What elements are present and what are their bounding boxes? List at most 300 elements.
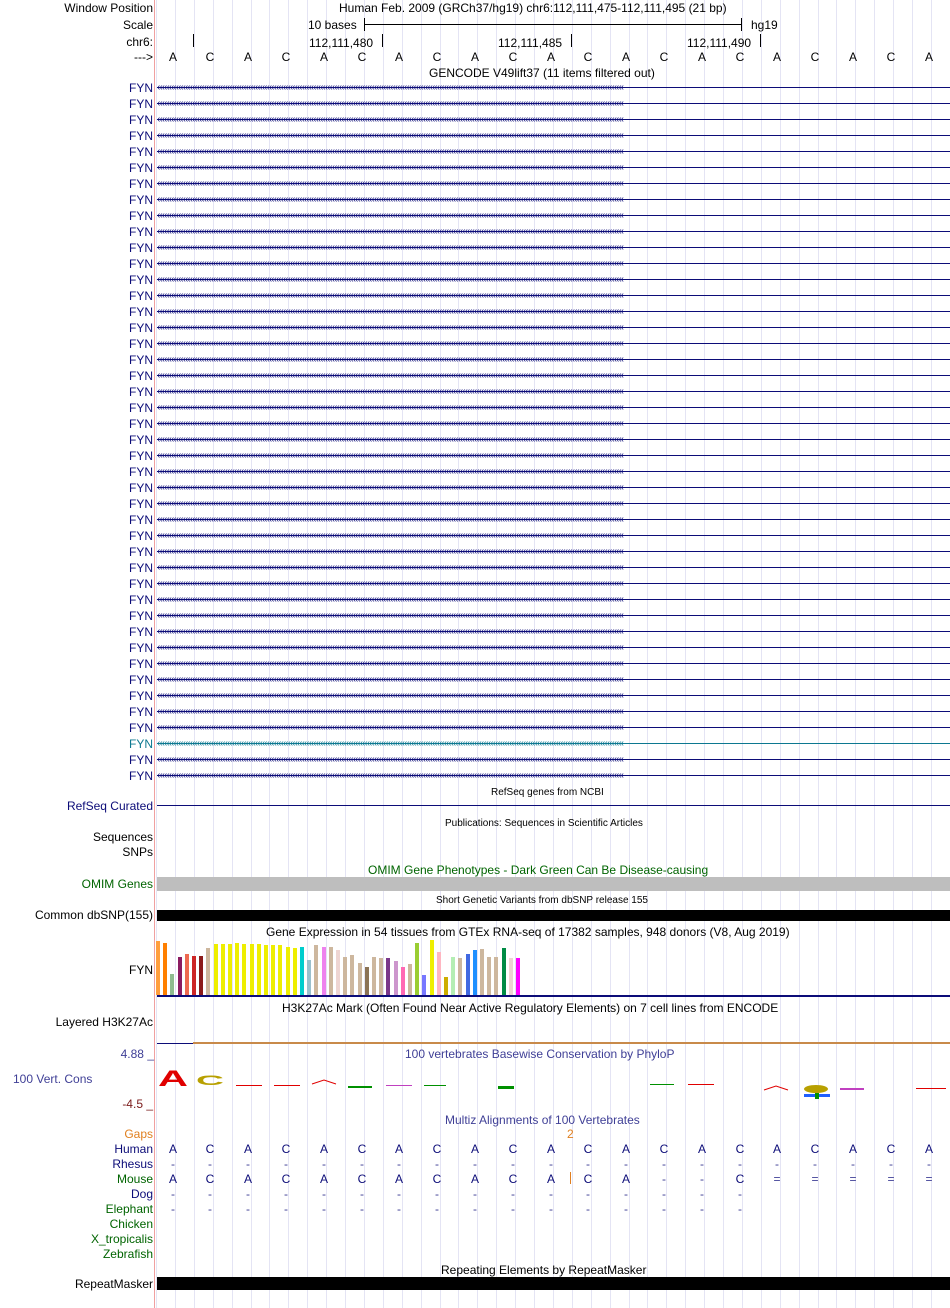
coord-tick-3 bbox=[760, 34, 761, 47]
multiz-base: A bbox=[394, 1172, 403, 1186]
strand-arrows: ‹‹‹‹‹‹‹‹‹‹‹‹‹‹‹‹‹‹‹‹‹‹‹‹‹‹‹‹‹‹‹‹‹‹‹‹‹‹‹‹‹‹‹‹‹‹‹‹‹‹‹‹‹‹‹‹‹‹‹‹‹‹‹‹‹‹‹‹‹‹‹‹‹‹‹‹‹‹‹‹‹‹‹‹‹‹‹‹‹‹‹‹‹‹‹‹‹‹‹‹‹‹‹‹‹‹‹‹‹‹‹‹‹‹‹‹‹‹‹‹‹‹‹‹‹‹‹‹‹‹‹‹‹‹‹‹‹‹‹‹‹‹‹‹‹‹‹‹‹‹‹‹‹‹‹‹‹‹‹‹‹‹‹‹‹‹‹‹‹‹‹‹‹‹‹‹‹‹‹‹‹‹‹‹‹‹‹‹‹‹‹‹‹‹‹‹‹‹‹‹ bbox=[157, 452, 624, 459]
multiz-base: - bbox=[360, 1202, 364, 1216]
multiz-base: - bbox=[246, 1187, 250, 1201]
gencode-transcript-label[interactable]: FYN bbox=[129, 97, 153, 111]
phylop-mark-8 bbox=[650, 1084, 674, 1085]
phylop-logo-a: A bbox=[158, 1066, 189, 1091]
base-letter: C bbox=[281, 50, 291, 64]
gtex-gene-model[interactable] bbox=[157, 995, 950, 997]
gtex-tissue-bar[interactable] bbox=[322, 947, 326, 995]
gtex-tissue-bar[interactable] bbox=[494, 957, 498, 995]
base-letter: C bbox=[810, 50, 820, 64]
gtex-tissue-bar[interactable] bbox=[502, 948, 506, 995]
gencode-transcript-label[interactable]: FYN bbox=[129, 81, 153, 95]
phylop-track-title: 100 vertebrates Basewise Conservation by PhyloP bbox=[405, 1047, 675, 1061]
gencode-transcript-label[interactable]: FYN bbox=[129, 609, 153, 623]
multiz-base: - bbox=[851, 1157, 855, 1171]
gencode-transcript-label[interactable]: FYN bbox=[129, 113, 153, 127]
multiz-base: - bbox=[775, 1157, 779, 1171]
multiz-base: C bbox=[205, 1142, 215, 1156]
phylop-mark-10 bbox=[764, 1086, 788, 1090]
multiz-base: - bbox=[246, 1157, 250, 1171]
multiz-base: - bbox=[360, 1187, 364, 1201]
multiz-base: - bbox=[435, 1202, 439, 1216]
h3k27ac-signal-orange bbox=[193, 1042, 950, 1044]
gtex-tissue-bar[interactable] bbox=[178, 957, 182, 995]
multiz-base: - bbox=[284, 1157, 288, 1171]
gtex-tissue-bar[interactable] bbox=[156, 941, 160, 995]
base-letter: A bbox=[168, 50, 177, 64]
multiz-base: - bbox=[435, 1157, 439, 1171]
multiz-base: - bbox=[586, 1157, 590, 1171]
multiz-base: - bbox=[738, 1157, 742, 1171]
strand-arrows: ‹‹‹‹‹‹‹‹‹‹‹‹‹‹‹‹‹‹‹‹‹‹‹‹‹‹‹‹‹‹‹‹‹‹‹‹‹‹‹‹‹‹‹‹‹‹‹‹‹‹‹‹‹‹‹‹‹‹‹‹‹‹‹‹‹‹‹‹‹‹‹‹‹‹‹‹‹‹‹‹‹‹‹‹‹‹‹‹‹‹‹‹‹‹‹‹‹‹‹‹‹‹‹‹‹‹‹‹‹‹‹‹‹‹‹‹‹‹‹‹‹‹‹‹‹‹‹‹‹‹‹‹‹‹‹‹‹‹‹‹‹‹‹‹‹‹‹‹‹‹‹‹‹‹‹‹‹‹‹‹‹‹‹‹‹‹‹‹‹‹‹‹‹‹‹‹‹‹‹‹‹‹‹‹‹‹‹‹‹‹‹‹‹‹‹‹‹‹‹‹ bbox=[157, 212, 624, 219]
gtex-tissue-bar[interactable] bbox=[343, 957, 347, 995]
gencode-transcript-label[interactable]: FYN bbox=[129, 545, 153, 559]
gencode-transcript-label[interactable]: FYN bbox=[129, 705, 153, 719]
multiz-insert-marker bbox=[570, 1172, 571, 1184]
multiz-base: - bbox=[700, 1187, 704, 1201]
strand-arrows: ‹‹‹‹‹‹‹‹‹‹‹‹‹‹‹‹‹‹‹‹‹‹‹‹‹‹‹‹‹‹‹‹‹‹‹‹‹‹‹‹‹‹‹‹‹‹‹‹‹‹‹‹‹‹‹‹‹‹‹‹‹‹‹‹‹‹‹‹‹‹‹‹‹‹‹‹‹‹‹‹‹‹‹‹‹‹‹‹‹‹‹‹‹‹‹‹‹‹‹‹‹‹‹‹‹‹‹‹‹‹‹‹‹‹‹‹‹‹‹‹‹‹‹‹‹‹‹‹‹‹‹‹‹‹‹‹‹‹‹‹‹‹‹‹‹‹‹‹‹‹‹‹‹‹‹‹‹‹‹‹‹‹‹‹‹‹‹‹‹‹‹‹‹‹‹‹‹‹‹‹‹‹‹‹‹‹‹‹‹‹‹‹‹‹‹‹‹‹‹‹ bbox=[157, 660, 624, 667]
gencode-transcript-label[interactable]: FYN bbox=[129, 593, 153, 607]
publications-sequences-label[interactable]: Sequences bbox=[92, 830, 153, 844]
coord-tick-0 bbox=[193, 34, 194, 47]
gtex-tissue-bar[interactable] bbox=[379, 958, 383, 995]
multiz-base: - bbox=[549, 1202, 553, 1216]
multiz-base: C bbox=[508, 1142, 518, 1156]
gencode-transcript-label[interactable]: FYN bbox=[129, 177, 153, 191]
base-letter: C bbox=[432, 50, 442, 64]
multiz-base: = bbox=[773, 1172, 781, 1186]
base-letter: C bbox=[659, 50, 669, 64]
gtex-tissue-bar[interactable] bbox=[257, 944, 261, 995]
multiz-base: A bbox=[546, 1172, 555, 1186]
strand-arrows: ‹‹‹‹‹‹‹‹‹‹‹‹‹‹‹‹‹‹‹‹‹‹‹‹‹‹‹‹‹‹‹‹‹‹‹‹‹‹‹‹‹‹‹‹‹‹‹‹‹‹‹‹‹‹‹‹‹‹‹‹‹‹‹‹‹‹‹‹‹‹‹‹‹‹‹‹‹‹‹‹‹‹‹‹‹‹‹‹‹‹‹‹‹‹‹‹‹‹‹‹‹‹‹‹‹‹‹‹‹‹‹‹‹‹‹‹‹‹‹‹‹‹‹‹‹‹‹‹‹‹‹‹‹‹‹‹‹‹‹‹‹‹‹‹‹‹‹‹‹‹‹‹‹‹‹‹‹‹‹‹‹‹‹‹‹‹‹‹‹‹‹‹‹‹‹‹‹‹‹‹‹‹‹‹‹‹‹‹‹‹‹‹‹‹‹‹‹‹‹‹ bbox=[157, 724, 624, 731]
gencode-transcript-label[interactable]: FYN bbox=[129, 129, 153, 143]
multiz-base: - bbox=[662, 1172, 666, 1186]
multiz-base: - bbox=[435, 1187, 439, 1201]
coord-label-1: 112,111,480 bbox=[309, 36, 374, 50]
gencode-transcript-label[interactable]: FYN bbox=[129, 673, 153, 687]
multiz-base: A bbox=[394, 1142, 403, 1156]
coord-label-3: 112,111,490 bbox=[687, 36, 752, 50]
multiz-species-label[interactable]: Human bbox=[114, 1142, 153, 1156]
base-letter: A bbox=[394, 50, 403, 64]
gencode-track-title: GENCODE V49lift37 (11 items filtered out) bbox=[429, 66, 655, 80]
gencode-transcript-label[interactable]: FYN bbox=[129, 273, 153, 287]
coord-tick-1 bbox=[382, 34, 383, 47]
multiz-base: - bbox=[813, 1157, 817, 1171]
multiz-base: - bbox=[322, 1187, 326, 1201]
multiz-base: C bbox=[735, 1142, 745, 1156]
scale-bar-right-tick bbox=[741, 18, 742, 31]
gencode-transcript-label[interactable]: FYN bbox=[129, 753, 153, 767]
gencode-transcript-label[interactable]: FYN bbox=[129, 497, 153, 511]
gtex-tissue-bar[interactable] bbox=[350, 955, 354, 995]
multiz-base: - bbox=[549, 1187, 553, 1201]
gtex-tissue-bar[interactable] bbox=[372, 957, 376, 995]
multiz-gaps-label: Gaps bbox=[124, 1127, 153, 1141]
multiz-species-label[interactable]: Zebrafish bbox=[102, 1247, 153, 1261]
strand-arrows: ‹‹‹‹‹‹‹‹‹‹‹‹‹‹‹‹‹‹‹‹‹‹‹‹‹‹‹‹‹‹‹‹‹‹‹‹‹‹‹‹‹‹‹‹‹‹‹‹‹‹‹‹‹‹‹‹‹‹‹‹‹‹‹‹‹‹‹‹‹‹‹‹‹‹‹‹‹‹‹‹‹‹‹‹‹‹‹‹‹‹‹‹‹‹‹‹‹‹‹‹‹‹‹‹‹‹‹‹‹‹‹‹‹‹‹‹‹‹‹‹‹‹‹‹‹‹‹‹‹‹‹‹‹‹‹‹‹‹‹‹‹‹‹‹‹‹‹‹‹‹‹‹‹‹‹‹‹‹‹‹‹‹‹‹‹‹‹‹‹‹‹‹‹‹‹‹‹‹‹‹‹‹‹‹‹‹‹‹‹‹‹‹‹‹‹‹‹‹‹‹ bbox=[157, 404, 624, 411]
repeatmasker-label[interactable]: RepeatMasker bbox=[74, 1277, 153, 1291]
multiz-base: - bbox=[700, 1172, 704, 1186]
gtex-tissue-bar[interactable] bbox=[473, 950, 477, 995]
multiz-base: - bbox=[662, 1187, 666, 1201]
gencode-transcript-label[interactable]: FYN bbox=[129, 689, 153, 703]
strand-arrows: ‹‹‹‹‹‹‹‹‹‹‹‹‹‹‹‹‹‹‹‹‹‹‹‹‹‹‹‹‹‹‹‹‹‹‹‹‹‹‹‹‹‹‹‹‹‹‹‹‹‹‹‹‹‹‹‹‹‹‹‹‹‹‹‹‹‹‹‹‹‹‹‹‹‹‹‹‹‹‹‹‹‹‹‹‹‹‹‹‹‹‹‹‹‹‹‹‹‹‹‹‹‹‹‹‹‹‹‹‹‹‹‹‹‹‹‹‹‹‹‹‹‹‹‹‹‹‹‹‹‹‹‹‹‹‹‹‹‹‹‹‹‹‹‹‹‹‹‹‹‹‹‹‹‹‹‹‹‹‹‹‹‹‹‹‹‹‹‹‹‹‹‹‹‹‹‹‹‹‹‹‹‹‹‹‹‹‹‹‹‹‹‹‹‹‹‹‹‹‹‹ bbox=[157, 580, 624, 587]
strand-arrows: ‹‹‹‹‹‹‹‹‹‹‹‹‹‹‹‹‹‹‹‹‹‹‹‹‹‹‹‹‹‹‹‹‹‹‹‹‹‹‹‹‹‹‹‹‹‹‹‹‹‹‹‹‹‹‹‹‹‹‹‹‹‹‹‹‹‹‹‹‹‹‹‹‹‹‹‹‹‹‹‹‹‹‹‹‹‹‹‹‹‹‹‹‹‹‹‹‹‹‹‹‹‹‹‹‹‹‹‹‹‹‹‹‹‹‹‹‹‹‹‹‹‹‹‹‹‹‹‹‹‹‹‹‹‹‹‹‹‹‹‹‹‹‹‹‹‹‹‹‹‹‹‹‹‹‹‹‹‹‹‹‹‹‹‹‹‹‹‹‹‹‹‹‹‹‹‹‹‹‹‹‹‹‹‹‹‹‹‹‹‹‹‹‹‹‹‹‹‹‹‹ bbox=[157, 308, 624, 315]
multiz-base: C bbox=[886, 1142, 896, 1156]
gtex-tissue-bar[interactable] bbox=[358, 963, 362, 995]
multiz-base: A bbox=[470, 1142, 479, 1156]
gtex-tissue-bar[interactable] bbox=[264, 945, 268, 995]
multiz-base: - bbox=[662, 1157, 666, 1171]
phylop-mark-5 bbox=[386, 1085, 412, 1086]
gencode-transcript-label[interactable]: FYN bbox=[129, 465, 153, 479]
gtex-tissue-bar[interactable] bbox=[415, 943, 419, 995]
strand-arrows: ‹‹‹‹‹‹‹‹‹‹‹‹‹‹‹‹‹‹‹‹‹‹‹‹‹‹‹‹‹‹‹‹‹‹‹‹‹‹‹‹‹‹‹‹‹‹‹‹‹‹‹‹‹‹‹‹‹‹‹‹‹‹‹‹‹‹‹‹‹‹‹‹‹‹‹‹‹‹‹‹‹‹‹‹‹‹‹‹‹‹‹‹‹‹‹‹‹‹‹‹‹‹‹‹‹‹‹‹‹‹‹‹‹‹‹‹‹‹‹‹‹‹‹‹‹‹‹‹‹‹‹‹‹‹‹‹‹‹‹‹‹‹‹‹‹‹‹‹‹‹‹‹‹‹‹‹‹‹‹‹‹‹‹‹‹‹‹‹‹‹‹‹‹‹‹‹‹‹‹‹‹‹‹‹‹‹‹‹‹‹‹‹‹‹‹‹‹‹‹‹ bbox=[157, 356, 624, 363]
multiz-base: - bbox=[624, 1202, 628, 1216]
gencode-transcript-label[interactable]: FYN bbox=[129, 369, 153, 383]
multiz-base: C bbox=[810, 1142, 820, 1156]
multiz-base: A bbox=[924, 1142, 933, 1156]
gtex-tissue-bar[interactable] bbox=[386, 958, 390, 995]
multiz-base: = bbox=[925, 1172, 933, 1186]
strand-arrows: ‹‹‹‹‹‹‹‹‹‹‹‹‹‹‹‹‹‹‹‹‹‹‹‹‹‹‹‹‹‹‹‹‹‹‹‹‹‹‹‹‹‹‹‹‹‹‹‹‹‹‹‹‹‹‹‹‹‹‹‹‹‹‹‹‹‹‹‹‹‹‹‹‹‹‹‹‹‹‹‹‹‹‹‹‹‹‹‹‹‹‹‹‹‹‹‹‹‹‹‹‹‹‹‹‹‹‹‹‹‹‹‹‹‹‹‹‹‹‹‹‹‹‹‹‹‹‹‹‹‹‹‹‹‹‹‹‹‹‹‹‹‹‹‹‹‹‹‹‹‹‹‹‹‹‹‹‹‹‹‹‹‹‹‹‹‹‹‹‹‹‹‹‹‹‹‹‹‹‹‹‹‹‹‹‹‹‹‹‹‹‹‹‹‹‹‹‹‹‹‹ bbox=[157, 388, 624, 395]
gtex-gene-label[interactable]: FYN bbox=[129, 963, 153, 977]
gencode-transcript-label[interactable]: FYN bbox=[129, 337, 153, 351]
gtex-tissue-bar[interactable] bbox=[394, 961, 398, 995]
gtex-tissue-bar[interactable] bbox=[408, 964, 412, 995]
coord-label-2: 112,111,485 bbox=[498, 36, 563, 50]
h3k27ac-track-title: H3K27Ac Mark (Often Found Near Active Regulatory Elements) on 7 cell lines from ENCODE bbox=[282, 1001, 779, 1015]
multiz-base: = bbox=[811, 1172, 819, 1186]
repeatmasker-bar[interactable] bbox=[157, 1277, 950, 1290]
scale-label: Scale bbox=[122, 18, 153, 32]
strand-arrows: ‹‹‹‹‹‹‹‹‹‹‹‹‹‹‹‹‹‹‹‹‹‹‹‹‹‹‹‹‹‹‹‹‹‹‹‹‹‹‹‹‹‹‹‹‹‹‹‹‹‹‹‹‹‹‹‹‹‹‹‹‹‹‹‹‹‹‹‹‹‹‹‹‹‹‹‹‹‹‹‹‹‹‹‹‹‹‹‹‹‹‹‹‹‹‹‹‹‹‹‹‹‹‹‹‹‹‹‹‹‹‹‹‹‹‹‹‹‹‹‹‹‹‹‹‹‹‹‹‹‹‹‹‹‹‹‹‹‹‹‹‹‹‹‹‹‹‹‹‹‹‹‹‹‹‹‹‹‹‹‹‹‹‹‹‹‹‹‹‹‹‹‹‹‹‹‹‹‹‹‹‹‹‹‹‹‹‹‹‹‹‹‹‹‹‹‹‹‹‹‹ bbox=[157, 100, 624, 107]
phylop-mark-11 bbox=[804, 1085, 828, 1093]
multiz-base: - bbox=[322, 1202, 326, 1216]
strand-arrows: ‹‹‹‹‹‹‹‹‹‹‹‹‹‹‹‹‹‹‹‹‹‹‹‹‹‹‹‹‹‹‹‹‹‹‹‹‹‹‹‹‹‹‹‹‹‹‹‹‹‹‹‹‹‹‹‹‹‹‹‹‹‹‹‹‹‹‹‹‹‹‹‹‹‹‹‹‹‹‹‹‹‹‹‹‹‹‹‹‹‹‹‹‹‹‹‹‹‹‹‹‹‹‹‹‹‹‹‹‹‹‹‹‹‹‹‹‹‹‹‹‹‹‹‹‹‹‹‹‹‹‹‹‹‹‹‹‹‹‹‹‹‹‹‹‹‹‹‹‹‹‹‹‹‹‹‹‹‹‹‹‹‹‹‹‹‹‹‹‹‹‹‹‹‹‹‹‹‹‹‹‹‹‹‹‹‹‹‹‹‹‹‹‹‹‹‹‹‹‹‹ bbox=[157, 420, 624, 427]
dbsnp-track-title: Short Genetic Variants from dbSNP release 155 bbox=[436, 895, 648, 906]
gtex-tissue-bar[interactable] bbox=[228, 944, 232, 995]
strand-arrows: ‹‹‹‹‹‹‹‹‹‹‹‹‹‹‹‹‹‹‹‹‹‹‹‹‹‹‹‹‹‹‹‹‹‹‹‹‹‹‹‹‹‹‹‹‹‹‹‹‹‹‹‹‹‹‹‹‹‹‹‹‹‹‹‹‹‹‹‹‹‹‹‹‹‹‹‹‹‹‹‹‹‹‹‹‹‹‹‹‹‹‹‹‹‹‹‹‹‹‹‹‹‹‹‹‹‹‹‹‹‹‹‹‹‹‹‹‹‹‹‹‹‹‹‹‹‹‹‹‹‹‹‹‹‹‹‹‹‹‹‹‹‹‹‹‹‹‹‹‹‹‹‹‹‹‹‹‹‹‹‹‹‹‹‹‹‹‹‹‹‹‹‹‹‹‹‹‹‹‹‹‹‹‹‹‹‹‹‹‹‹‹‹‹‹‹‹‹‹‹‹ bbox=[157, 436, 624, 443]
multiz-base: - bbox=[473, 1157, 477, 1171]
gencode-transcript-label[interactable]: FYN bbox=[129, 721, 153, 735]
gtex-tissue-bar[interactable] bbox=[293, 948, 297, 995]
scale-bar[interactable] bbox=[364, 24, 742, 25]
gtex-tissue-bar[interactable] bbox=[214, 944, 218, 995]
gencode-transcript-label[interactable]: FYN bbox=[129, 353, 153, 367]
strand-arrows: ‹‹‹‹‹‹‹‹‹‹‹‹‹‹‹‹‹‹‹‹‹‹‹‹‹‹‹‹‹‹‹‹‹‹‹‹‹‹‹‹‹‹‹‹‹‹‹‹‹‹‹‹‹‹‹‹‹‹‹‹‹‹‹‹‹‹‹‹‹‹‹‹‹‹‹‹‹‹‹‹‹‹‹‹‹‹‹‹‹‹‹‹‹‹‹‹‹‹‹‹‹‹‹‹‹‹‹‹‹‹‹‹‹‹‹‹‹‹‹‹‹‹‹‹‹‹‹‹‹‹‹‹‹‹‹‹‹‹‹‹‹‹‹‹‹‹‹‹‹‹‹‹‹‹‹‹‹‹‹‹‹‹‹‹‹‹‹‹‹‹‹‹‹‹‹‹‹‹‹‹‹‹‹‹‹‹‹‹‹‹‹‹‹‹‹‹‹‹‹‹ bbox=[157, 116, 624, 123]
base-letter: C bbox=[508, 50, 518, 64]
multiz-species-label[interactable]: X_tropicalis bbox=[90, 1232, 153, 1246]
strand-arrows: ‹‹‹‹‹‹‹‹‹‹‹‹‹‹‹‹‹‹‹‹‹‹‹‹‹‹‹‹‹‹‹‹‹‹‹‹‹‹‹‹‹‹‹‹‹‹‹‹‹‹‹‹‹‹‹‹‹‹‹‹‹‹‹‹‹‹‹‹‹‹‹‹‹‹‹‹‹‹‹‹‹‹‹‹‹‹‹‹‹‹‹‹‹‹‹‹‹‹‹‹‹‹‹‹‹‹‹‹‹‹‹‹‹‹‹‹‹‹‹‹‹‹‹‹‹‹‹‹‹‹‹‹‹‹‹‹‹‹‹‹‹‹‹‹‹‹‹‹‹‹‹‹‹‹‹‹‹‹‹‹‹‹‹‹‹‹‹‹‹‹‹‹‹‹‹‹‹‹‹‹‹‹‹‹‹‹‹‹‹‹‹‹‹‹‹‹‹‹‹‹ bbox=[157, 292, 624, 299]
multiz-base: A bbox=[168, 1142, 177, 1156]
multiz-base: - bbox=[889, 1157, 893, 1171]
multiz-base: - bbox=[473, 1187, 477, 1201]
multiz-species-label[interactable]: Dog bbox=[130, 1187, 153, 1201]
gtex-tissue-bar[interactable] bbox=[466, 954, 470, 995]
base-letter: C bbox=[735, 50, 745, 64]
multiz-base: - bbox=[171, 1202, 175, 1216]
multiz-base: A bbox=[319, 1142, 328, 1156]
gtex-tissue-bar[interactable] bbox=[437, 952, 441, 995]
multiz-base: C bbox=[432, 1172, 442, 1186]
base-letter: C bbox=[583, 50, 593, 64]
omim-track-title: OMIM Gene Phenotypes - Dark Green Can Be Disease-causing bbox=[368, 863, 709, 877]
base-letter: C bbox=[205, 50, 215, 64]
multiz-base: - bbox=[397, 1157, 401, 1171]
multiz-base: - bbox=[397, 1202, 401, 1216]
publications-track-title: Publications: Sequences in Scientific Articles bbox=[445, 818, 643, 829]
assembly-position-text: Human Feb. 2009 (GRCh37/hg19) chr6:112,111,475-112,111,495 (21 bp) bbox=[339, 1, 727, 15]
chr-label: chr6: bbox=[126, 35, 153, 49]
multiz-base: C bbox=[583, 1172, 593, 1186]
strand-arrows: ‹‹‹‹‹‹‹‹‹‹‹‹‹‹‹‹‹‹‹‹‹‹‹‹‹‹‹‹‹‹‹‹‹‹‹‹‹‹‹‹‹‹‹‹‹‹‹‹‹‹‹‹‹‹‹‹‹‹‹‹‹‹‹‹‹‹‹‹‹‹‹‹‹‹‹‹‹‹‹‹‹‹‹‹‹‹‹‹‹‹‹‹‹‹‹‹‹‹‹‹‹‹‹‹‹‹‹‹‹‹‹‹‹‹‹‹‹‹‹‹‹‹‹‹‹‹‹‹‹‹‹‹‹‹‹‹‹‹‹‹‹‹‹‹‹‹‹‹‹‹‹‹‹‹‹‹‹‹‹‹‹‹‹‹‹‹‹‹‹‹‹‹‹‹‹‹‹‹‹‹‹‹‹‹‹‹‹‹‹‹‹‹‹‹‹‹‹‹‹‹ bbox=[157, 132, 624, 139]
multiz-base: C bbox=[659, 1142, 669, 1156]
db-text: hg19 bbox=[751, 18, 778, 32]
gencode-transcript-label[interactable]: FYN bbox=[129, 449, 153, 463]
gtex-tissue-bar[interactable] bbox=[329, 947, 333, 995]
strand-arrows: ‹‹‹‹‹‹‹‹‹‹‹‹‹‹‹‹‹‹‹‹‹‹‹‹‹‹‹‹‹‹‹‹‹‹‹‹‹‹‹‹‹‹‹‹‹‹‹‹‹‹‹‹‹‹‹‹‹‹‹‹‹‹‹‹‹‹‹‹‹‹‹‹‹‹‹‹‹‹‹‹‹‹‹‹‹‹‹‹‹‹‹‹‹‹‹‹‹‹‹‹‹‹‹‹‹‹‹‹‹‹‹‹‹‹‹‹‹‹‹‹‹‹‹‹‹‹‹‹‹‹‹‹‹‹‹‹‹‹‹‹‹‹‹‹‹‹‹‹‹‹‹‹‹‹‹‹‹‹‹‹‹‹‹‹‹‹‹‹‹‹‹‹‹‹‹‹‹‹‹‹‹‹‹‹‹‹‹‹‹‹‹‹‹‹‹‹‹‹‹‹ bbox=[157, 500, 624, 507]
omim-gene-bar[interactable] bbox=[157, 877, 950, 891]
multiz-base: - bbox=[322, 1157, 326, 1171]
strand-arrows: ‹‹‹‹‹‹‹‹‹‹‹‹‹‹‹‹‹‹‹‹‹‹‹‹‹‹‹‹‹‹‹‹‹‹‹‹‹‹‹‹‹‹‹‹‹‹‹‹‹‹‹‹‹‹‹‹‹‹‹‹‹‹‹‹‹‹‹‹‹‹‹‹‹‹‹‹‹‹‹‹‹‹‹‹‹‹‹‹‹‹‹‹‹‹‹‹‹‹‹‹‹‹‹‹‹‹‹‹‹‹‹‹‹‹‹‹‹‹‹‹‹‹‹‹‹‹‹‹‹‹‹‹‹‹‹‹‹‹‹‹‹‹‹‹‹‹‹‹‹‹‹‹‹‹‹‹‹‹‹‹‹‹‹‹‹‹‹‹‹‹‹‹‹‹‹‹‹‹‹‹‹‹‹‹‹‹‹‹‹‹‹‹‹‹‹‹‹‹‹‹ bbox=[157, 228, 624, 235]
gtex-tissue-bar[interactable] bbox=[278, 945, 282, 995]
dbsnp-bar[interactable] bbox=[157, 910, 950, 921]
gtex-tissue-bar[interactable] bbox=[271, 945, 275, 995]
multiz-gap-marker: 2 bbox=[567, 1127, 574, 1141]
gtex-tissue-bar[interactable] bbox=[235, 943, 239, 995]
gtex-tissue-bar[interactable] bbox=[444, 977, 448, 995]
h3k27ac-label[interactable]: Layered H3K27Ac bbox=[55, 1015, 153, 1029]
gtex-tissue-bar[interactable] bbox=[509, 958, 513, 995]
multiz-base: C bbox=[735, 1172, 745, 1186]
refseq-gene-line[interactable] bbox=[157, 805, 950, 806]
gtex-tissue-bar[interactable] bbox=[307, 960, 311, 995]
gencode-transcript-label[interactable]: FYN bbox=[129, 289, 153, 303]
multiz-base: - bbox=[927, 1157, 931, 1171]
gtex-tissue-bar[interactable] bbox=[250, 944, 254, 995]
multiz-base: - bbox=[586, 1202, 590, 1216]
strand-arrows: ‹‹‹‹‹‹‹‹‹‹‹‹‹‹‹‹‹‹‹‹‹‹‹‹‹‹‹‹‹‹‹‹‹‹‹‹‹‹‹‹‹‹‹‹‹‹‹‹‹‹‹‹‹‹‹‹‹‹‹‹‹‹‹‹‹‹‹‹‹‹‹‹‹‹‹‹‹‹‹‹‹‹‹‹‹‹‹‹‹‹‹‹‹‹‹‹‹‹‹‹‹‹‹‹‹‹‹‹‹‹‹‹‹‹‹‹‹‹‹‹‹‹‹‹‹‹‹‹‹‹‹‹‹‹‹‹‹‹‹‹‹‹‹‹‹‹‹‹‹‹‹‹‹‹‹‹‹‹‹‹‹‹‹‹‹‹‹‹‹‹‹‹‹‹‹‹‹‹‹‹‹‹‹‹‹‹‹‹‹‹‹‹‹‹‹‹‹‹‹‹ bbox=[157, 516, 624, 523]
gencode-transcript-label[interactable]: FYN bbox=[129, 737, 153, 751]
multiz-species-label[interactable]: Elephant bbox=[105, 1202, 153, 1216]
base-letter: C bbox=[886, 50, 896, 64]
base-letter: A bbox=[772, 50, 781, 64]
multiz-base: - bbox=[511, 1202, 515, 1216]
gtex-tissue-bar[interactable] bbox=[185, 954, 189, 995]
phylop-mark-6 bbox=[424, 1085, 446, 1086]
multiz-base: A bbox=[621, 1172, 630, 1186]
gtex-tissue-bar[interactable] bbox=[206, 948, 210, 995]
base-letter: A bbox=[621, 50, 630, 64]
phylop-logo[interactable] bbox=[156, 1066, 950, 1102]
multiz-species-label[interactable]: Chicken bbox=[109, 1217, 153, 1231]
multiz-base: - bbox=[511, 1157, 515, 1171]
gtex-tissue-bar[interactable] bbox=[242, 944, 246, 995]
gencode-transcript-label[interactable]: FYN bbox=[129, 657, 153, 671]
dbsnp-label[interactable]: Common dbSNP(155) bbox=[34, 908, 153, 922]
gtex-tissue-bar[interactable] bbox=[336, 950, 340, 995]
phylop-mark-1 bbox=[236, 1085, 262, 1086]
gtex-tissue-bar[interactable] bbox=[199, 956, 203, 995]
phylop-mark-14 bbox=[840, 1088, 864, 1090]
gencode-transcript-label[interactable]: FYN bbox=[129, 577, 153, 591]
gtex-tissue-bar[interactable] bbox=[365, 967, 369, 995]
strand-arrows: ‹‹‹‹‹‹‹‹‹‹‹‹‹‹‹‹‹‹‹‹‹‹‹‹‹‹‹‹‹‹‹‹‹‹‹‹‹‹‹‹‹‹‹‹‹‹‹‹‹‹‹‹‹‹‹‹‹‹‹‹‹‹‹‹‹‹‹‹‹‹‹‹‹‹‹‹‹‹‹‹‹‹‹‹‹‹‹‹‹‹‹‹‹‹‹‹‹‹‹‹‹‹‹‹‹‹‹‹‹‹‹‹‹‹‹‹‹‹‹‹‹‹‹‹‹‹‹‹‹‹‹‹‹‹‹‹‹‹‹‹‹‹‹‹‹‹‹‹‹‹‹‹‹‹‹‹‹‹‹‹‹‹‹‹‹‹‹‹‹‹‹‹‹‹‹‹‹‹‹‹‹‹‹‹‹‹‹‹‹‹‹‹‹‹‹‹‹‹‹‹ bbox=[157, 628, 624, 635]
strand-arrows: ‹‹‹‹‹‹‹‹‹‹‹‹‹‹‹‹‹‹‹‹‹‹‹‹‹‹‹‹‹‹‹‹‹‹‹‹‹‹‹‹‹‹‹‹‹‹‹‹‹‹‹‹‹‹‹‹‹‹‹‹‹‹‹‹‹‹‹‹‹‹‹‹‹‹‹‹‹‹‹‹‹‹‹‹‹‹‹‹‹‹‹‹‹‹‹‹‹‹‹‹‹‹‹‹‹‹‹‹‹‹‹‹‹‹‹‹‹‹‹‹‹‹‹‹‹‹‹‹‹‹‹‹‹‹‹‹‹‹‹‹‹‹‹‹‹‹‹‹‹‹‹‹‹‹‹‹‹‹‹‹‹‹‹‹‹‹‹‹‹‹‹‹‹‹‹‹‹‹‹‹‹‹‹‹‹‹‹‹‹‹‹‹‹‹‹‹‹‹‹‹ bbox=[157, 260, 624, 267]
strand-arrows: ‹‹‹‹‹‹‹‹‹‹‹‹‹‹‹‹‹‹‹‹‹‹‹‹‹‹‹‹‹‹‹‹‹‹‹‹‹‹‹‹‹‹‹‹‹‹‹‹‹‹‹‹‹‹‹‹‹‹‹‹‹‹‹‹‹‹‹‹‹‹‹‹‹‹‹‹‹‹‹‹‹‹‹‹‹‹‹‹‹‹‹‹‹‹‹‹‹‹‹‹‹‹‹‹‹‹‹‹‹‹‹‹‹‹‹‹‹‹‹‹‹‹‹‹‹‹‹‹‹‹‹‹‹‹‹‹‹‹‹‹‹‹‹‹‹‹‹‹‹‹‹‹‹‹‹‹‹‹‹‹‹‹‹‹‹‹‹‹‹‹‹‹‹‹‹‹‹‹‹‹‹‹‹‹‹‹‹‹‹‹‹‹‹‹‹‹‹‹‹‹ bbox=[157, 612, 624, 619]
strand-arrows: ‹‹‹‹‹‹‹‹‹‹‹‹‹‹‹‹‹‹‹‹‹‹‹‹‹‹‹‹‹‹‹‹‹‹‹‹‹‹‹‹‹‹‹‹‹‹‹‹‹‹‹‹‹‹‹‹‹‹‹‹‹‹‹‹‹‹‹‹‹‹‹‹‹‹‹‹‹‹‹‹‹‹‹‹‹‹‹‹‹‹‹‹‹‹‹‹‹‹‹‹‹‹‹‹‹‹‹‹‹‹‹‹‹‹‹‹‹‹‹‹‹‹‹‹‹‹‹‹‹‹‹‹‹‹‹‹‹‹‹‹‹‹‹‹‹‹‹‹‹‹‹‹‹‹‹‹‹‹‹‹‹‹‹‹‹‹‹‹‹‹‹‹‹‹‹‹‹‹‹‹‹‹‹‹‹‹‹‹‹‹‹‹‹‹‹‹‹‹‹‹ bbox=[157, 596, 624, 603]
strand-arrows: ‹‹‹‹‹‹‹‹‹‹‹‹‹‹‹‹‹‹‹‹‹‹‹‹‹‹‹‹‹‹‹‹‹‹‹‹‹‹‹‹‹‹‹‹‹‹‹‹‹‹‹‹‹‹‹‹‹‹‹‹‹‹‹‹‹‹‹‹‹‹‹‹‹‹‹‹‹‹‹‹‹‹‹‹‹‹‹‹‹‹‹‹‹‹‹‹‹‹‹‹‹‹‹‹‹‹‹‹‹‹‹‹‹‹‹‹‹‹‹‹‹‹‹‹‹‹‹‹‹‹‹‹‹‹‹‹‹‹‹‹‹‹‹‹‹‹‹‹‹‹‹‹‹‹‹‹‹‹‹‹‹‹‹‹‹‹‹‹‹‹‹‹‹‹‹‹‹‹‹‹‹‹‹‹‹‹‹‹‹‹‹‹‹‹‹‹‹‹‹‹ bbox=[157, 196, 624, 203]
gencode-transcript-label[interactable]: FYN bbox=[129, 561, 153, 575]
base-letter: A bbox=[848, 50, 857, 64]
gtex-tissue-bar[interactable] bbox=[422, 975, 426, 995]
phylop-min-label: -4.5 _ bbox=[122, 1097, 153, 1111]
multiz-base: - bbox=[738, 1187, 742, 1201]
gencode-transcript-label[interactable]: FYN bbox=[129, 417, 153, 431]
gtex-tissue-bar[interactable] bbox=[300, 947, 304, 995]
strand-arrows: ‹‹‹‹‹‹‹‹‹‹‹‹‹‹‹‹‹‹‹‹‹‹‹‹‹‹‹‹‹‹‹‹‹‹‹‹‹‹‹‹‹‹‹‹‹‹‹‹‹‹‹‹‹‹‹‹‹‹‹‹‹‹‹‹‹‹‹‹‹‹‹‹‹‹‹‹‹‹‹‹‹‹‹‹‹‹‹‹‹‹‹‹‹‹‹‹‹‹‹‹‹‹‹‹‹‹‹‹‹‹‹‹‹‹‹‹‹‹‹‹‹‹‹‹‹‹‹‹‹‹‹‹‹‹‹‹‹‹‹‹‹‹‹‹‹‹‹‹‹‹‹‹‹‹‹‹‹‹‹‹‹‹‹‹‹‹‹‹‹‹‹‹‹‹‹‹‹‹‹‹‹‹‹‹‹‹‹‹‹‹‹‹‹‹‹‹‹‹‹‹ bbox=[157, 644, 624, 651]
gencode-transcript-label[interactable]: FYN bbox=[129, 145, 153, 159]
multiz-base: = bbox=[887, 1172, 895, 1186]
multiz-base: - bbox=[511, 1187, 515, 1201]
multiz-base: - bbox=[549, 1157, 553, 1171]
multiz-base: C bbox=[357, 1142, 367, 1156]
gtex-tissue-bar[interactable] bbox=[430, 940, 434, 995]
multiz-base: A bbox=[470, 1172, 479, 1186]
multiz-base: = bbox=[849, 1172, 857, 1186]
coord-tick-2 bbox=[571, 34, 572, 47]
base-letter: A bbox=[546, 50, 555, 64]
gencode-transcript-label[interactable]: FYN bbox=[129, 257, 153, 271]
h3k27ac-signal-blue bbox=[157, 1043, 193, 1044]
phylop-mark-13 bbox=[815, 1093, 819, 1099]
gencode-transcript-label[interactable]: FYN bbox=[129, 481, 153, 495]
gtex-tissue-bar[interactable] bbox=[314, 945, 318, 995]
gencode-transcript-label[interactable]: FYN bbox=[129, 161, 153, 175]
gencode-transcript-label[interactable]: FYN bbox=[129, 625, 153, 639]
multiz-base: A bbox=[848, 1142, 857, 1156]
phylop-max-label: 4.88 _ bbox=[120, 1047, 154, 1061]
publications-snps-label[interactable]: SNPs bbox=[122, 845, 153, 859]
multiz-base: C bbox=[357, 1172, 367, 1186]
multiz-base: C bbox=[583, 1142, 593, 1156]
strand-label: ---> bbox=[134, 50, 153, 64]
multiz-base: - bbox=[246, 1202, 250, 1216]
multiz-base: - bbox=[397, 1187, 401, 1201]
gtex-tissue-bar[interactable] bbox=[480, 949, 484, 995]
gencode-transcript-label[interactable]: FYN bbox=[129, 225, 153, 239]
phylop-logo-c: C bbox=[196, 1072, 224, 1088]
multiz-species-label[interactable]: Rhesus bbox=[112, 1157, 153, 1171]
gtex-tissue-bar[interactable] bbox=[163, 943, 167, 995]
gencode-transcript-label[interactable]: FYN bbox=[129, 385, 153, 399]
phylop-mark-9 bbox=[688, 1084, 714, 1085]
gencode-transcript-label[interactable]: FYN bbox=[129, 401, 153, 415]
multiz-base: C bbox=[281, 1142, 291, 1156]
strand-arrows: ‹‹‹‹‹‹‹‹‹‹‹‹‹‹‹‹‹‹‹‹‹‹‹‹‹‹‹‹‹‹‹‹‹‹‹‹‹‹‹‹‹‹‹‹‹‹‹‹‹‹‹‹‹‹‹‹‹‹‹‹‹‹‹‹‹‹‹‹‹‹‹‹‹‹‹‹‹‹‹‹‹‹‹‹‹‹‹‹‹‹‹‹‹‹‹‹‹‹‹‹‹‹‹‹‹‹‹‹‹‹‹‹‹‹‹‹‹‹‹‹‹‹‹‹‹‹‹‹‹‹‹‹‹‹‹‹‹‹‹‹‹‹‹‹‹‹‹‹‹‹‹‹‹‹‹‹‹‹‹‹‹‹‹‹‹‹‹‹‹‹‹‹‹‹‹‹‹‹‹‹‹‹‹‹‹‹‹‹‹‹‹‹‹‹‹‹‹‹‹‹ bbox=[157, 676, 624, 683]
multiz-base: - bbox=[700, 1202, 704, 1216]
multiz-base: A bbox=[243, 1142, 252, 1156]
multiz-base: - bbox=[624, 1187, 628, 1201]
phylop-mark-7 bbox=[498, 1086, 514, 1089]
gencode-transcript-label[interactable]: FYN bbox=[129, 241, 153, 255]
multiz-base: - bbox=[171, 1157, 175, 1171]
window-position-label: Window Position bbox=[64, 1, 153, 15]
multiz-base: A bbox=[772, 1142, 781, 1156]
phylop-mark-3 bbox=[312, 1080, 336, 1084]
gtex-tissue-bar[interactable] bbox=[192, 956, 196, 995]
gencode-transcript-label[interactable]: FYN bbox=[129, 209, 153, 223]
phylop-label[interactable]: 100 Vert. Cons bbox=[13, 1072, 93, 1086]
gencode-transcript-label[interactable]: FYN bbox=[129, 321, 153, 335]
multiz-base: A bbox=[546, 1142, 555, 1156]
base-letter: A bbox=[470, 50, 479, 64]
gencode-transcript-label[interactable]: FYN bbox=[129, 193, 153, 207]
gencode-transcript-label[interactable]: FYN bbox=[129, 529, 153, 543]
strand-arrows: ‹‹‹‹‹‹‹‹‹‹‹‹‹‹‹‹‹‹‹‹‹‹‹‹‹‹‹‹‹‹‹‹‹‹‹‹‹‹‹‹‹‹‹‹‹‹‹‹‹‹‹‹‹‹‹‹‹‹‹‹‹‹‹‹‹‹‹‹‹‹‹‹‹‹‹‹‹‹‹‹‹‹‹‹‹‹‹‹‹‹‹‹‹‹‹‹‹‹‹‹‹‹‹‹‹‹‹‹‹‹‹‹‹‹‹‹‹‹‹‹‹‹‹‹‹‹‹‹‹‹‹‹‹‹‹‹‹‹‹‹‹‹‹‹‹‹‹‹‹‹‹‹‹‹‹‹‹‹‹‹‹‹‹‹‹‹‹‹‹‹‹‹‹‹‹‹‹‹‹‹‹‹‹‹‹‹‹‹‹‹‹‹‹‹‹‹‹‹‹‹ bbox=[157, 468, 624, 475]
base-letter: A bbox=[924, 50, 933, 64]
strand-arrows: ‹‹‹‹‹‹‹‹‹‹‹‹‹‹‹‹‹‹‹‹‹‹‹‹‹‹‹‹‹‹‹‹‹‹‹‹‹‹‹‹‹‹‹‹‹‹‹‹‹‹‹‹‹‹‹‹‹‹‹‹‹‹‹‹‹‹‹‹‹‹‹‹‹‹‹‹‹‹‹‹‹‹‹‹‹‹‹‹‹‹‹‹‹‹‹‹‹‹‹‹‹‹‹‹‹‹‹‹‹‹‹‹‹‹‹‹‹‹‹‹‹‹‹‹‹‹‹‹‹‹‹‹‹‹‹‹‹‹‹‹‹‹‹‹‹‹‹‹‹‹‹‹‹‹‹‹‹‹‹‹‹‹‹‹‹‹‹‹‹‹‹‹‹‹‹‹‹‹‹‹‹‹‹‹‹‹‹‹‹‹‹‹‹‹‹‹‹‹‹‹ bbox=[157, 484, 624, 491]
gencode-transcript-label[interactable]: FYN bbox=[129, 769, 153, 783]
strand-arrows: ‹‹‹‹‹‹‹‹‹‹‹‹‹‹‹‹‹‹‹‹‹‹‹‹‹‹‹‹‹‹‹‹‹‹‹‹‹‹‹‹‹‹‹‹‹‹‹‹‹‹‹‹‹‹‹‹‹‹‹‹‹‹‹‹‹‹‹‹‹‹‹‹‹‹‹‹‹‹‹‹‹‹‹‹‹‹‹‹‹‹‹‹‹‹‹‹‹‹‹‹‹‹‹‹‹‹‹‹‹‹‹‹‹‹‹‹‹‹‹‹‹‹‹‹‹‹‹‹‹‹‹‹‹‹‹‹‹‹‹‹‹‹‹‹‹‹‹‹‹‹‹‹‹‹‹‹‹‹‹‹‹‹‹‹‹‹‹‹‹‹‹‹‹‹‹‹‹‹‹‹‹‹‹‹‹‹‹‹‹‹‹‹‹‹‹‹‹‹‹‹ bbox=[157, 756, 624, 763]
gencode-transcript-label[interactable]: FYN bbox=[129, 305, 153, 319]
gtex-tissue-bar[interactable] bbox=[487, 957, 491, 995]
gtex-tissue-bar[interactable] bbox=[401, 967, 405, 995]
multiz-base: - bbox=[624, 1157, 628, 1171]
multiz-base: - bbox=[171, 1187, 175, 1201]
gtex-tissue-bar[interactable] bbox=[458, 958, 462, 995]
multiz-base: C bbox=[281, 1172, 291, 1186]
strand-arrows: ‹‹‹‹‹‹‹‹‹‹‹‹‹‹‹‹‹‹‹‹‹‹‹‹‹‹‹‹‹‹‹‹‹‹‹‹‹‹‹‹‹‹‹‹‹‹‹‹‹‹‹‹‹‹‹‹‹‹‹‹‹‹‹‹‹‹‹‹‹‹‹‹‹‹‹‹‹‹‹‹‹‹‹‹‹‹‹‹‹‹‹‹‹‹‹‹‹‹‹‹‹‹‹‹‹‹‹‹‹‹‹‹‹‹‹‹‹‹‹‹‹‹‹‹‹‹‹‹‹‹‹‹‹‹‹‹‹‹‹‹‹‹‹‹‹‹‹‹‹‹‹‹‹‹‹‹‹‹‹‹‹‹‹‹‹‹‹‹‹‹‹‹‹‹‹‹‹‹‹‹‹‹‹‹‹‹‹‹‹‹‹‹‹‹‹‹‹‹‹‹ bbox=[157, 564, 624, 571]
strand-arrows: ‹‹‹‹‹‹‹‹‹‹‹‹‹‹‹‹‹‹‹‹‹‹‹‹‹‹‹‹‹‹‹‹‹‹‹‹‹‹‹‹‹‹‹‹‹‹‹‹‹‹‹‹‹‹‹‹‹‹‹‹‹‹‹‹‹‹‹‹‹‹‹‹‹‹‹‹‹‹‹‹‹‹‹‹‹‹‹‹‹‹‹‹‹‹‹‹‹‹‹‹‹‹‹‹‹‹‹‹‹‹‹‹‹‹‹‹‹‹‹‹‹‹‹‹‹‹‹‹‹‹‹‹‹‹‹‹‹‹‹‹‹‹‹‹‹‹‹‹‹‹‹‹‹‹‹‹‹‹‹‹‹‹‹‹‹‹‹‹‹‹‹‹‹‹‹‹‹‹‹‹‹‹‹‹‹‹‹‹‹‹‹‹‹‹‹‹‹‹‹‹ bbox=[157, 148, 624, 155]
phylop-mark-4 bbox=[348, 1086, 372, 1088]
multiz-species-label[interactable]: Mouse bbox=[116, 1172, 153, 1186]
gtex-tissue-bar[interactable] bbox=[451, 957, 455, 995]
strand-arrows: ‹‹‹‹‹‹‹‹‹‹‹‹‹‹‹‹‹‹‹‹‹‹‹‹‹‹‹‹‹‹‹‹‹‹‹‹‹‹‹‹‹‹‹‹‹‹‹‹‹‹‹‹‹‹‹‹‹‹‹‹‹‹‹‹‹‹‹‹‹‹‹‹‹‹‹‹‹‹‹‹‹‹‹‹‹‹‹‹‹‹‹‹‹‹‹‹‹‹‹‹‹‹‹‹‹‹‹‹‹‹‹‹‹‹‹‹‹‹‹‹‹‹‹‹‹‹‹‹‹‹‹‹‹‹‹‹‹‹‹‹‹‹‹‹‹‹‹‹‹‹‹‹‹‹‹‹‹‹‹‹‹‹‹‹‹‹‹‹‹‹‹‹‹‹‹‹‹‹‹‹‹‹‹‹‹‹‹‹‹‹‹‹‹‹‹‹‹‹‹‹ bbox=[157, 84, 624, 91]
multiz-base: - bbox=[284, 1187, 288, 1201]
multiz-base: - bbox=[738, 1202, 742, 1216]
gtex-track-title: Gene Expression in 54 tissues from GTEx RNA-seq of 17382 samples, 948 donors (V8, Aug 2019) bbox=[266, 925, 790, 939]
scale-text: 10 bases bbox=[308, 18, 357, 32]
refseq-track-title: RefSeq genes from NCBI bbox=[491, 787, 604, 798]
strand-arrows: ‹‹‹‹‹‹‹‹‹‹‹‹‹‹‹‹‹‹‹‹‹‹‹‹‹‹‹‹‹‹‹‹‹‹‹‹‹‹‹‹‹‹‹‹‹‹‹‹‹‹‹‹‹‹‹‹‹‹‹‹‹‹‹‹‹‹‹‹‹‹‹‹‹‹‹‹‹‹‹‹‹‹‹‹‹‹‹‹‹‹‹‹‹‹‹‹‹‹‹‹‹‹‹‹‹‹‹‹‹‹‹‹‹‹‹‹‹‹‹‹‹‹‹‹‹‹‹‹‹‹‹‹‹‹‹‹‹‹‹‹‹‹‹‹‹‹‹‹‹‹‹‹‹‹‹‹‹‹‹‹‹‹‹‹‹‹‹‹‹‹‹‹‹‹‹‹‹‹‹‹‹‹‹‹‹‹‹‹‹‹‹‹‹‹‹‹‹‹‹‹ bbox=[157, 548, 624, 555]
base-letter: A bbox=[243, 50, 252, 64]
strand-arrows: ‹‹‹‹‹‹‹‹‹‹‹‹‹‹‹‹‹‹‹‹‹‹‹‹‹‹‹‹‹‹‹‹‹‹‹‹‹‹‹‹‹‹‹‹‹‹‹‹‹‹‹‹‹‹‹‹‹‹‹‹‹‹‹‹‹‹‹‹‹‹‹‹‹‹‹‹‹‹‹‹‹‹‹‹‹‹‹‹‹‹‹‹‹‹‹‹‹‹‹‹‹‹‹‹‹‹‹‹‹‹‹‹‹‹‹‹‹‹‹‹‹‹‹‹‹‹‹‹‹‹‹‹‹‹‹‹‹‹‹‹‹‹‹‹‹‹‹‹‹‹‹‹‹‹‹‹‹‹‹‹‹‹‹‹‹‹‹‹‹‹‹‹‹‹‹‹‹‹‹‹‹‹‹‹‹‹‹‹‹‹‹‹‹‹‹‹‹‹‹‹ bbox=[157, 164, 624, 171]
gtex-tissue-bar[interactable] bbox=[286, 947, 290, 995]
base-letter: A bbox=[697, 50, 706, 64]
gencode-transcript-label[interactable]: FYN bbox=[129, 641, 153, 655]
strand-arrows: ‹‹‹‹‹‹‹‹‹‹‹‹‹‹‹‹‹‹‹‹‹‹‹‹‹‹‹‹‹‹‹‹‹‹‹‹‹‹‹‹‹‹‹‹‹‹‹‹‹‹‹‹‹‹‹‹‹‹‹‹‹‹‹‹‹‹‹‹‹‹‹‹‹‹‹‹‹‹‹‹‹‹‹‹‹‹‹‹‹‹‹‹‹‹‹‹‹‹‹‹‹‹‹‹‹‹‹‹‹‹‹‹‹‹‹‹‹‹‹‹‹‹‹‹‹‹‹‹‹‹‹‹‹‹‹‹‹‹‹‹‹‹‹‹‹‹‹‹‹‹‹‹‹‹‹‹‹‹‹‹‹‹‹‹‹‹‹‹‹‹‹‹‹‹‹‹‹‹‹‹‹‹‹‹‹‹‹‹‹‹‹‹‹‹‹‹‹‹‹‹ bbox=[157, 180, 624, 187]
gtex-tissue-bar[interactable] bbox=[170, 974, 174, 995]
label-divider bbox=[154, 0, 155, 1308]
gencode-transcript-label[interactable]: FYN bbox=[129, 513, 153, 527]
gencode-transcript-label[interactable]: FYN bbox=[129, 433, 153, 447]
gtex-tissue-bar[interactable] bbox=[221, 944, 225, 995]
strand-arrows: ‹‹‹‹‹‹‹‹‹‹‹‹‹‹‹‹‹‹‹‹‹‹‹‹‹‹‹‹‹‹‹‹‹‹‹‹‹‹‹‹‹‹‹‹‹‹‹‹‹‹‹‹‹‹‹‹‹‹‹‹‹‹‹‹‹‹‹‹‹‹‹‹‹‹‹‹‹‹‹‹‹‹‹‹‹‹‹‹‹‹‹‹‹‹‹‹‹‹‹‹‹‹‹‹‹‹‹‹‹‹‹‹‹‹‹‹‹‹‹‹‹‹‹‹‹‹‹‹‹‹‹‹‹‹‹‹‹‹‹‹‹‹‹‹‹‹‹‹‹‹‹‹‹‹‹‹‹‹‹‹‹‹‹‹‹‹‹‹‹‹‹‹‹‹‹‹‹‹‹‹‹‹‹‹‹‹‹‹‹‹‹‹‹‹‹‹‹‹‹‹ bbox=[157, 708, 624, 715]
multiz-base: - bbox=[208, 1202, 212, 1216]
strand-arrows: ‹‹‹‹‹‹‹‹‹‹‹‹‹‹‹‹‹‹‹‹‹‹‹‹‹‹‹‹‹‹‹‹‹‹‹‹‹‹‹‹‹‹‹‹‹‹‹‹‹‹‹‹‹‹‹‹‹‹‹‹‹‹‹‹‹‹‹‹‹‹‹‹‹‹‹‹‹‹‹‹‹‹‹‹‹‹‹‹‹‹‹‹‹‹‹‹‹‹‹‹‹‹‹‹‹‹‹‹‹‹‹‹‹‹‹‹‹‹‹‹‹‹‹‹‹‹‹‹‹‹‹‹‹‹‹‹‹‹‹‹‹‹‹‹‹‹‹‹‹‹‹‹‹‹‹‹‹‹‹‹‹‹‹‹‹‹‹‹‹‹‹‹‹‹‹‹‹‹‹‹‹‹‹‹‹‹‹‹‹‹‹‹‹‹‹‹‹‹‹‹ bbox=[157, 324, 624, 331]
multiz-base: A bbox=[168, 1172, 177, 1186]
gtex-tissue-bar[interactable] bbox=[516, 958, 520, 995]
refseq-label[interactable]: RefSeq Curated bbox=[66, 799, 153, 813]
omim-label[interactable]: OMIM Genes bbox=[81, 877, 153, 891]
multiz-base: A bbox=[697, 1142, 706, 1156]
